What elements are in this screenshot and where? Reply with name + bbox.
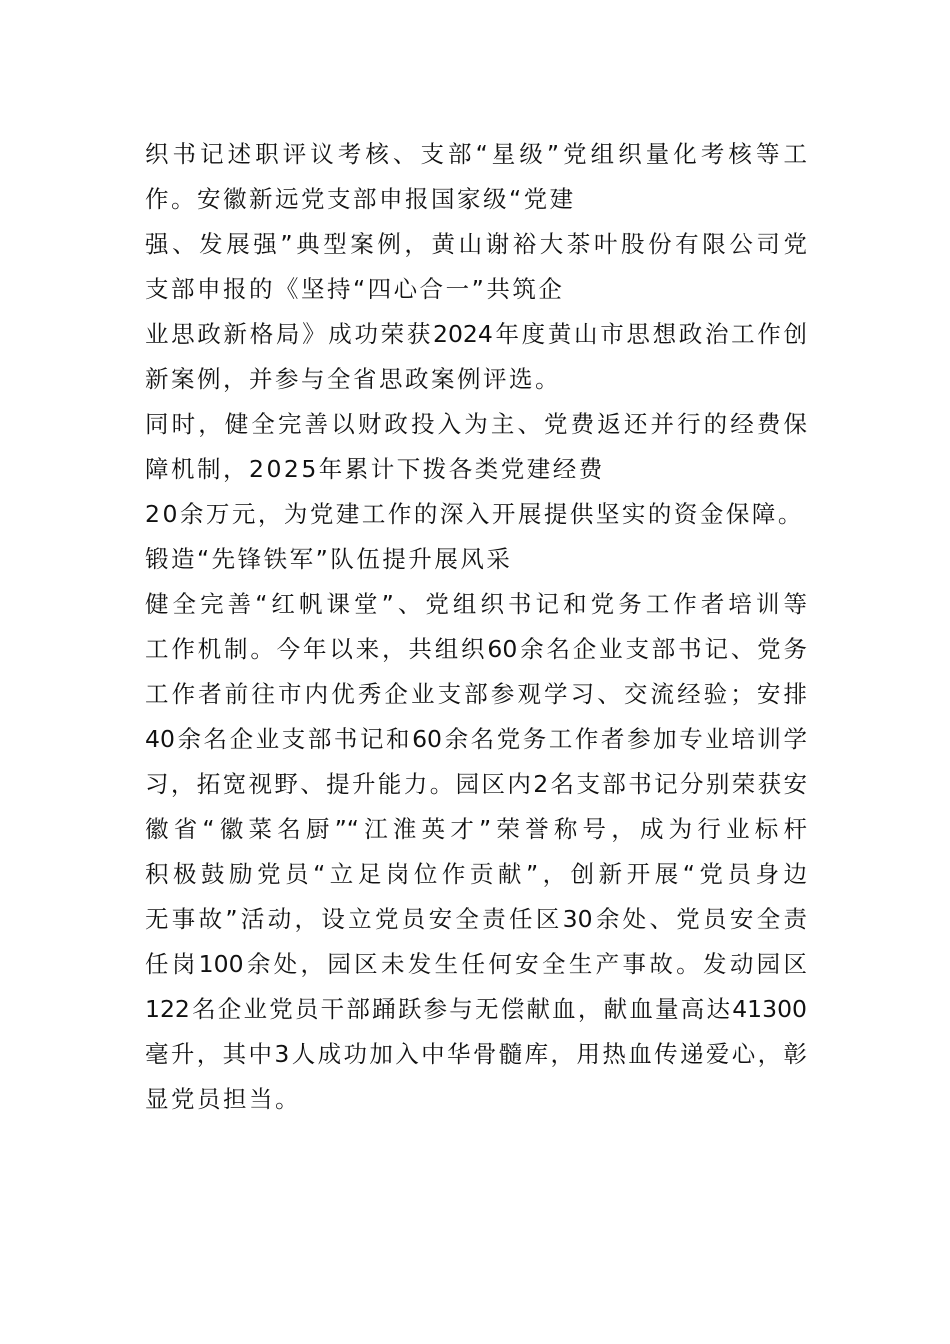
text-line: 122名企业党员干部踊跃参与无偿献血，献血量高达41300 xyxy=(145,995,807,1023)
text-line: 显党员担当。 xyxy=(145,1085,301,1113)
text-line: 无事故”活动，设立党员安全责任区30余处、党员安全责 xyxy=(145,905,807,933)
section-heading: 锻造“先锋铁军”队伍提升展风采 xyxy=(145,545,513,573)
text-line: 支部申报的《坚持“四心合一”共筑企 xyxy=(145,275,565,303)
text-line: 障机制，2025年累计下拨各类党建经费 xyxy=(145,455,605,483)
text-line: 积极鼓励党员“立足岗位作贡献”，创新开展“党员身边 xyxy=(145,860,807,888)
text-line: 工作机制。今年以来，共组织60余名企业支部书记、党务 xyxy=(145,635,807,663)
document-body xyxy=(145,132,807,1122)
text-line: 40余名企业支部书记和60余名党务工作者参加专业培训学 xyxy=(145,725,807,753)
text-line: 新案例，并参与全省思政案例评选。 xyxy=(145,365,561,393)
text-line: 毫升，其中3人成功加入中华骨髓库，用热血传递爱心，彰 xyxy=(145,1040,807,1068)
text-line: 强、发展强”典型案例，黄山谢裕大茶叶股份有限公司党 xyxy=(145,230,807,258)
text-line: 同时，健全完善以财政投入为主、党费返还并行的经费保 xyxy=(145,410,807,438)
text-line: 20余万元，为党建工作的深入开展提供坚实的资金保障。 xyxy=(145,500,804,528)
text-line: 任岗100余处，园区未发生任何安全生产事故。发动园区 xyxy=(145,950,807,978)
text-line: 作。安徽新远党支部申报国家级“党建 xyxy=(145,185,576,213)
text-line: 习，拓宽视野、提升能力。园区内2名支部书记分别荣获安 xyxy=(145,770,807,798)
text-line: 织书记述职评议考核、支部“星级”党组织量化考核等工 xyxy=(145,140,807,168)
text-line: 业思政新格局》成功荣获2024年度黄山市思想政治工作创 xyxy=(145,320,807,348)
text-line: 徽省“徽菜名厨”“江淮英才”荣誉称号，成为行业标杆 xyxy=(145,815,807,843)
text-line: 健全完善“红帆课堂”、党组织书记和党务工作者培训等 xyxy=(145,590,807,618)
text-line: 工作者前往市内优秀企业支部参观学习、交流经验；安排 xyxy=(145,680,807,708)
